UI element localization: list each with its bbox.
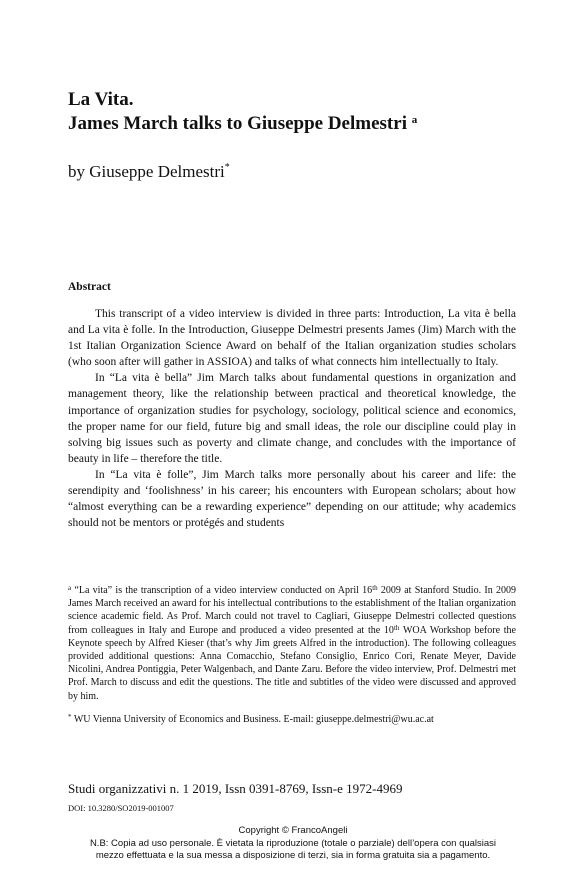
abstract-paragraph: In “La vita è folle”, Jim March talks more personally about his career and life: the serendipity and ‘foolishness’ in his career; his encounters with European scholars; about how “almost everything can be a rewarding experience” depending on our attitude; why academics should not be mentors or protégés and students [68, 468, 516, 530]
abstract-paragraph: This transcript of a video interview is divided in three parts: Introduction, La vita è bella and La vita è folle. In the Introduction, Giuseppe Delmestri presents James (Jim) March with the 1st Italian Organization Science Award on behalf of the Italian organization studies scholars (who soon after will gather in ASSIOA) and talks of what connects him intellectually to Italy. [68, 308, 516, 369]
doi: DOI: 10.3280/SO2019-001007 [68, 803, 174, 813]
footnote-author-marker: * [68, 712, 72, 721]
footnote-a-text-3: WOA Workshop before the Keynote speech by Alfred Kieser (that’s why Jim greets Alfred in the introduction). The following colleagues provided additional questions: Anna Comacchio, Stefano Consiglio, Enrico Cori, Renate Meyer, Davide Nicolini, Andrea Pontiggia, Peter Walgenbach, and Dante Zaru. Before the video interview, Prof. Delmestri met Prof. March to discuss and edit the questions. The title and subtitles of the video were discussed and approved by him. [68, 624, 516, 702]
footnote-a-marker: a [68, 584, 72, 592]
copyright-line-3: mezzo effettuata e la sua messa a disposizione di terzi, sia in forma gratuita sia a pagamento. [95, 850, 491, 861]
abstract-heading: Abstract [68, 281, 111, 293]
copyright-line-1: Copyright © FrancoAngeli [238, 825, 348, 836]
abstract-paragraph: In “La vita è bella” Jim March talks about fundamental questions in organization and management theory, like the relationship between practical and theoretical knowledge, the importance of organization studies for psychology, sociology, political science and economics, the proper name for our field, future big and small ideas, the role our discipline could play in solving big issues such as poverty and climate change, and concludes with the importance of beauty in life – therefore the title. [68, 372, 516, 465]
footnote-author [68, 713, 516, 726]
title-line-1: La Vita. [68, 89, 134, 110]
copyright-notice [0, 825, 586, 863]
article-title [68, 88, 548, 136]
footnote-author-text: WU Vienna University of Economics and Business. E-mail: giuseppe.delmestri@wu.ac.at [71, 713, 434, 725]
title-line-2 [68, 112, 548, 136]
footnotes [68, 584, 516, 726]
copyright-line-2: N.B: Copia ad uso personale. È vietata la riproduzione (totale o parziale) dell’opera con qualsiasi [89, 837, 497, 849]
footnote-a-ordinal-1: th [372, 584, 378, 592]
author-footnote-marker: * [224, 162, 230, 173]
byline-text: by Giuseppe Delmestri [68, 162, 225, 181]
title-footnote-marker: a [411, 114, 418, 126]
author-byline [68, 162, 230, 182]
footnote-a-text-2: 2009 at Stanford Studio. In 2009 James March received an award for his intellectual contributions to the establishment of the Italian organization science academic field. As Prof. March could not travel to Cagliari, Giuseppe Delmestri collected questions from colleagues in Italy and Europe and produced a video presented at the 10 [68, 585, 517, 636]
footnote-a-text-1: “La vita” is the transcription of a video interview conducted on April 16 [74, 585, 373, 596]
title-line-2-text: James March talks to Giuseppe Delmestri [68, 113, 407, 134]
footnote-a-ordinal-2: th [393, 623, 400, 632]
abstract-body [68, 306, 516, 531]
footnote-a [68, 584, 516, 703]
journal-citation: Studi organizzativi n. 1 2019, Issn 0391-8769, Issn-e 1972-4969 [68, 781, 403, 796]
